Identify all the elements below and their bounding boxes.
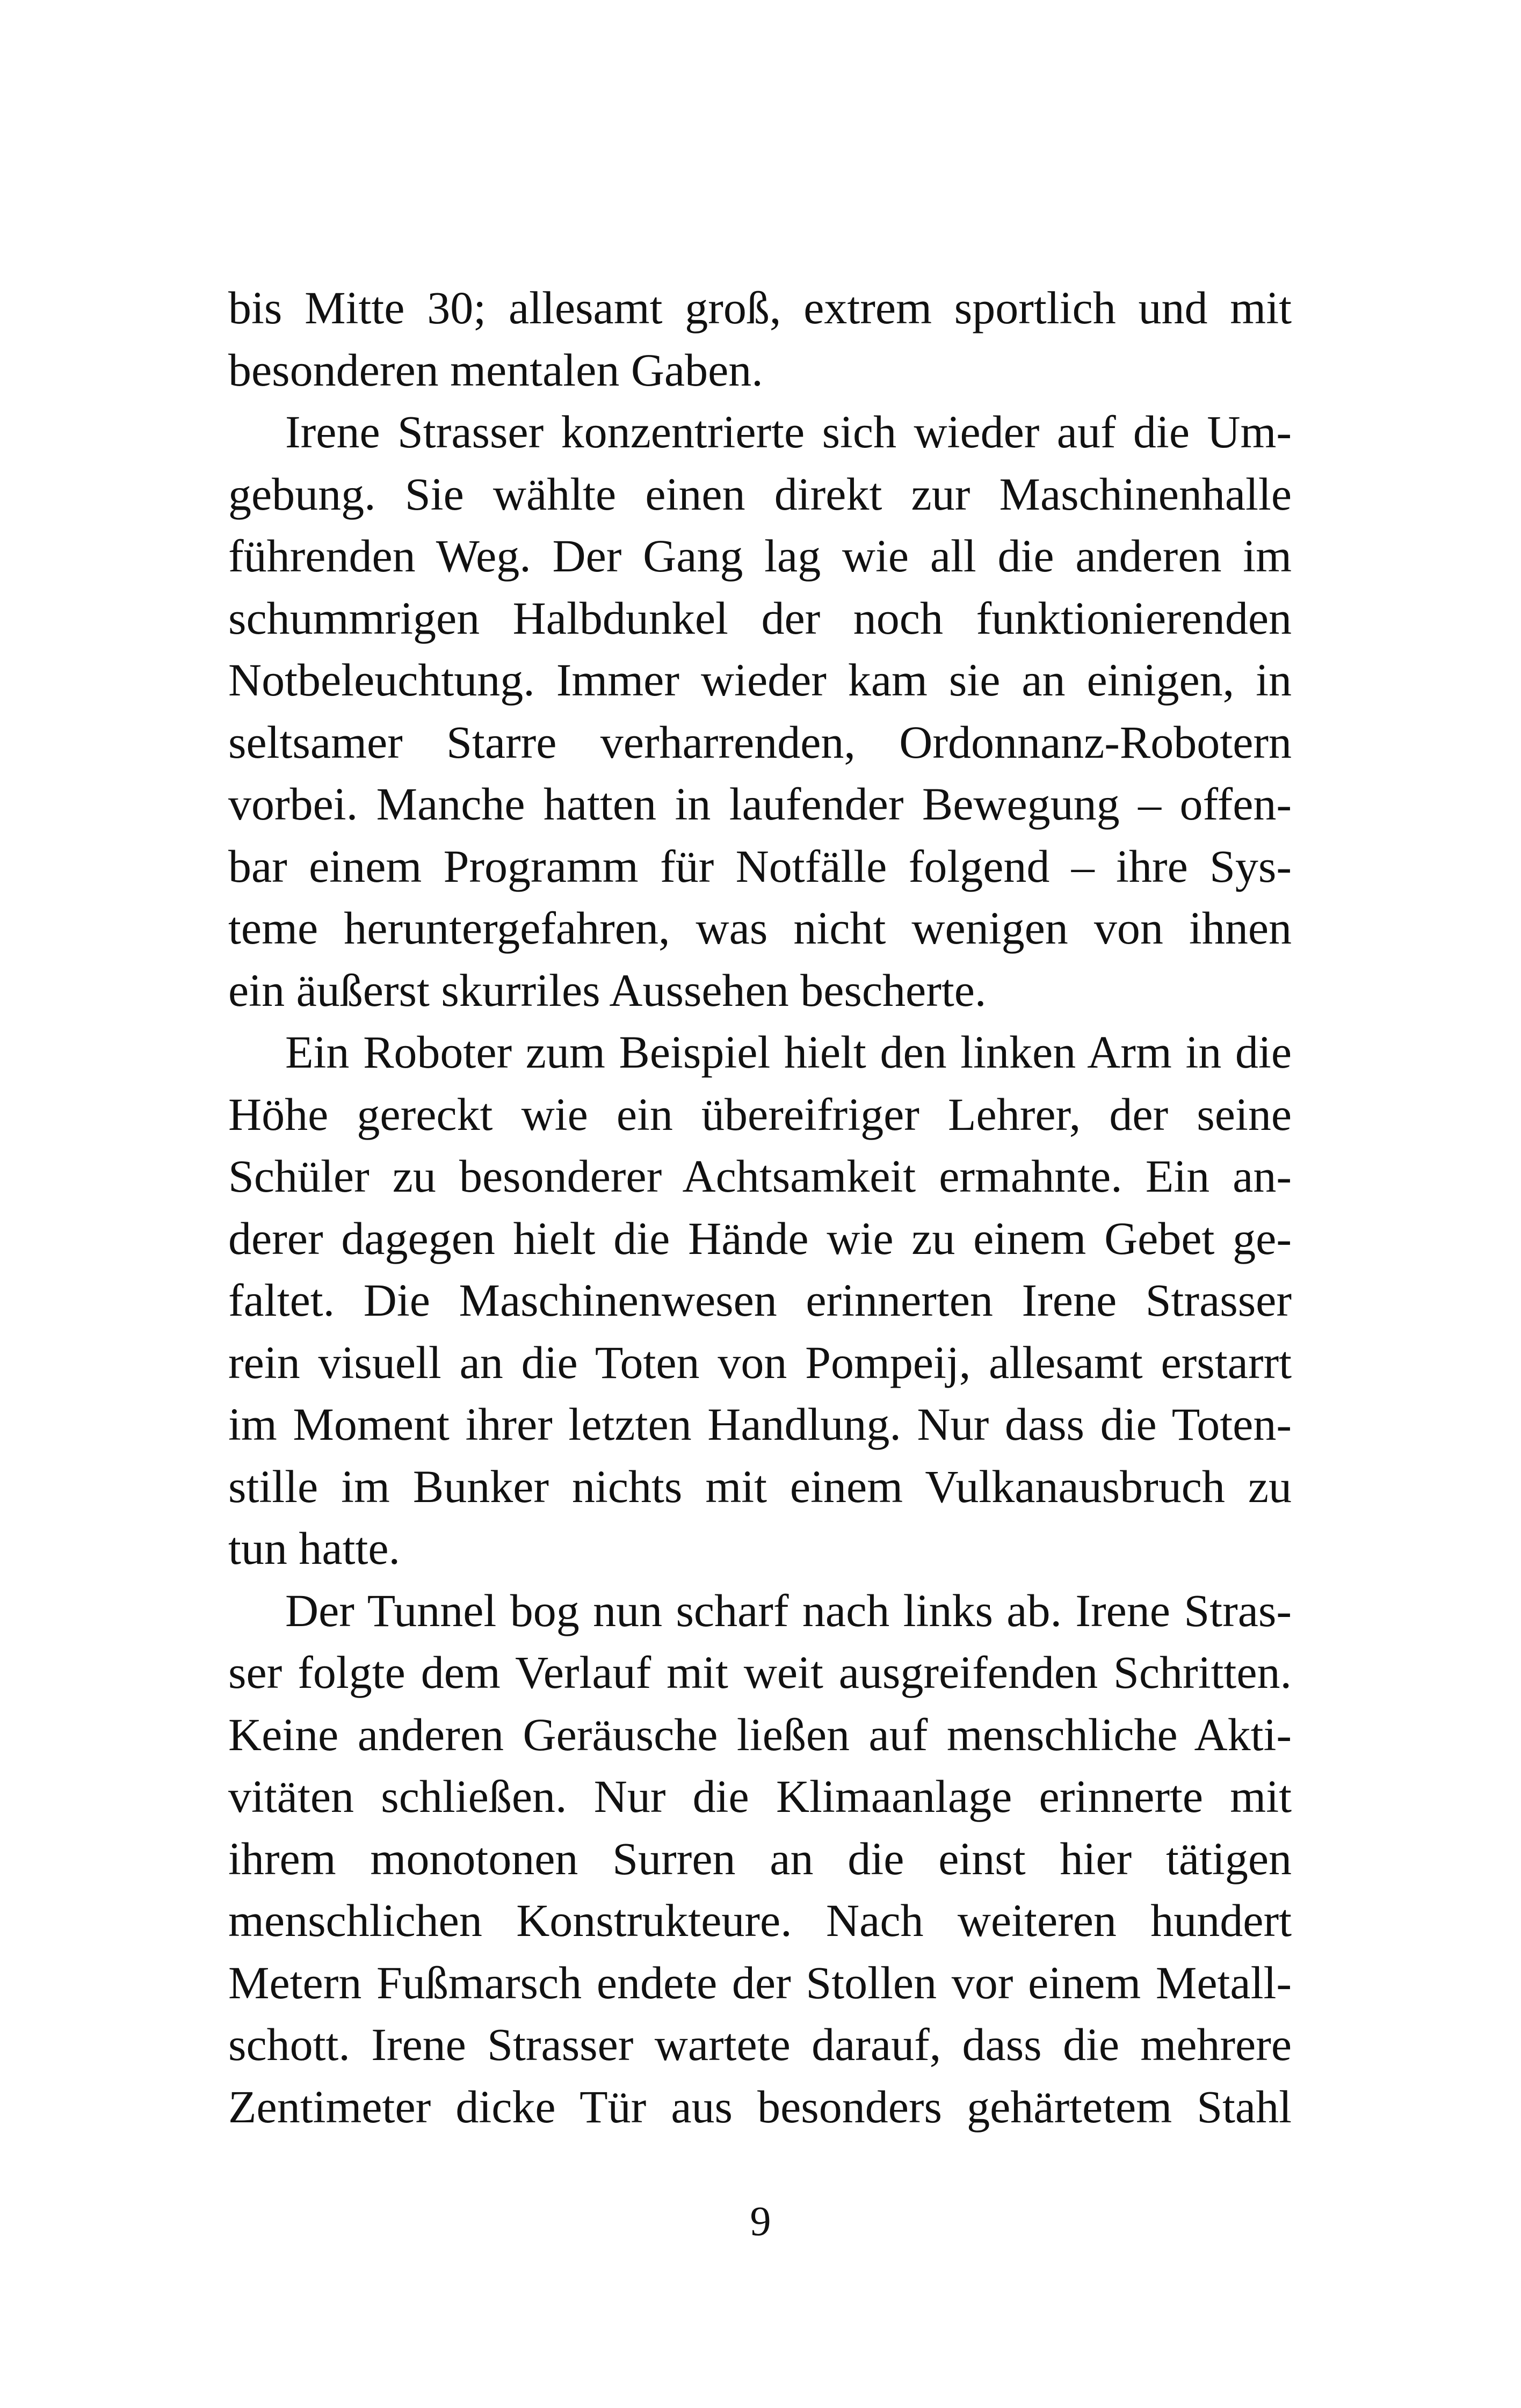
text-line: bar einem Programm für Notfälle folgend – ihre Sys-: [228, 840, 1292, 892]
page-number: 9: [750, 2197, 771, 2244]
text-line: derer dagegen hielt die Hände wie zu einem Gebet ge-: [228, 1212, 1292, 1264]
text-line: führenden Weg. Der Gang lag wie all die anderen im: [228, 530, 1292, 582]
text-line: ihrem monotonen Surren an die einst hier tätigen: [228, 1832, 1292, 1884]
text-line: gebung. Sie wählte einen direkt zur Maschinenhalle: [228, 468, 1292, 520]
text-line: teme heruntergefahren, was nicht wenigen von ihnen: [228, 902, 1292, 954]
text-line: rein visuell an die Toten von Pompeij, allesamt erstarrt: [228, 1336, 1292, 1388]
text-line: Schüler zu besonderer Achtsamkeit ermahnte. Ein an-: [228, 1150, 1292, 1202]
text-line: bis Mitte 30; allesamt groß, extrem sportlich und mit: [228, 282, 1292, 333]
text-line: ein äußerst skurriles Aussehen bescherte.: [228, 964, 987, 1016]
paragraph-first-line: Der Tunnel bog nun scharf nach links ab. Irene Stras-: [285, 1584, 1292, 1636]
text-line: Höhe gereckt wie ein übereifriger Lehrer, der seine: [228, 1088, 1292, 1140]
text-line: faltet. Die Maschinenwesen erinnerten Irene Strasser: [228, 1274, 1292, 1326]
paragraph-first-line: Ein Roboter zum Beispiel hielt den linken Arm in die: [285, 1026, 1292, 1078]
text-line: stille im Bunker nichts mit einem Vulkanausbruch zu: [228, 1460, 1292, 1512]
paragraph-first-line: Irene Strasser konzentrierte sich wieder auf die Um-: [285, 406, 1292, 458]
text-line: ser folgte dem Verlauf mit weit ausgreifenden Schritten.: [228, 1647, 1292, 1698]
text-line: besonderen mentalen Gaben.: [228, 344, 763, 396]
text-line: vorbei. Manche hatten in laufender Bewegung – offen-: [228, 778, 1292, 830]
text-line: schummrigen Halbdunkel der noch funktionierenden: [228, 592, 1292, 644]
text-line: tun hatte.: [228, 1522, 401, 1574]
text-line: menschlichen Konstrukteure. Nach weiteren hundert: [228, 1895, 1292, 1946]
text-line: Metern Fußmarsch endete der Stollen vor einem Metall-: [228, 1956, 1292, 2008]
text-line: schott. Irene Strasser wartete darauf, dass die mehrere: [228, 2019, 1292, 2070]
body-text: [228, 277, 1292, 2138]
text-line: Keine anderen Geräusche ließen auf menschliche Akti-: [228, 1708, 1292, 1760]
text-line: Notbeleuchtung. Immer wieder kam sie an einigen, in: [228, 654, 1292, 706]
text-line: vitäten schließen. Nur die Klimaanlage erinnerte mit: [228, 1771, 1292, 1822]
text-line: seltsamer Starre verharrenden, Ordonnanz-Robotern: [228, 716, 1292, 768]
text-line: im Moment ihrer letzten Handlung. Nur dass die Toten-: [228, 1398, 1292, 1450]
text-line: Zentimeter dicke Tür aus besonders gehärtetem Stahl: [228, 2080, 1292, 2133]
